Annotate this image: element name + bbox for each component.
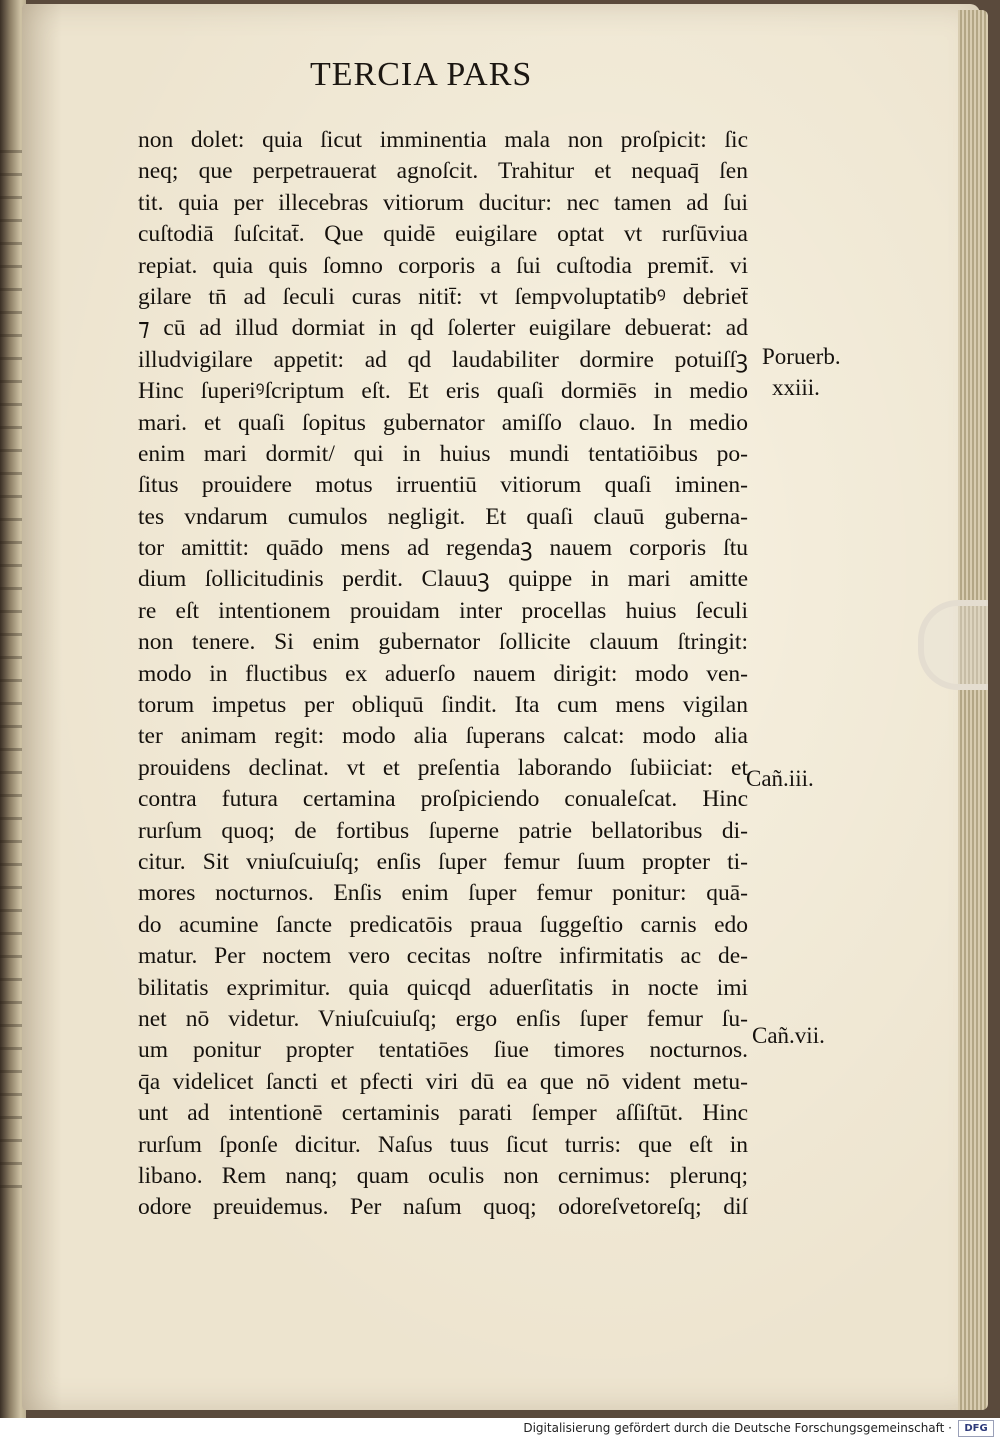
text-line: mari. et quaſi ſopitus gubernator amiſſo clauo. In medio [138,409,748,436]
text-line: matur. Per noctem vero cecitas noſtre infirmitatis ac de- [138,943,748,970]
text-line: odore preuidemus. Per naſum quoq; odoreſvetoreſq; diſ [138,1194,748,1221]
text-line: ſitus prouidere motus irruentiū vitiorum quaſi iminen- [138,472,748,499]
text-line: net nō videtur. Vniuſcuiuſq; ergo enſis ſuper femur ſu- [138,1005,748,1032]
text-line: tes vndarum cumulos negligit. Et quaſi clauū guberna- [138,503,748,530]
text-line: libano. Rem nanq; quam oculis non cernimus: plerunq; [138,1162,748,1189]
marginal-note-canticles-3: Cañ.iii. [746,766,814,791]
text-line: ter animam regit: modo alia ſuperans calcat: modo alia [138,723,748,750]
text-line: ⁊ cū ad illud dormiat in qd ſolerter euigilare debuerat: ad [138,315,748,342]
text-line: neq; que perpetrauerat agnoſcit. Trahitur et nequaq̄ ſen [138,158,748,185]
text-line: contra futura certamina proſpiciendo conualeſcat. Hinc [138,786,748,813]
text-line: prouidens declinat. vt et preſentia laborando ſubiiciat: et [138,754,748,781]
text-line: cuſtodiā ſuſcitat̄. Que quidē euigilare optat vt rurſūviua [138,221,748,248]
text-line: citur. Sit vniuſcuiuſq; enſis ſuper femur ſuum propter ti- [138,848,748,875]
funding-notice: Digitalisierung gefördert durch die Deutsche Forschungsgemeinschaft · [523,1421,952,1435]
text-line: torum impetus per obliquū ſindit. Ita cum mens vigilan [138,692,748,719]
text-line: re eſt intentionem prouidam inter procellas huius ſeculi [138,597,748,624]
text-line: do acumine ſancte predicatōis praua ſuggeſtio carnis edo [138,911,748,938]
text-line: non dolet: quia ſicut imminentia mala non proſpicit: ſic [138,127,748,153]
facing-page-text-fragments [0,150,24,1200]
text-line: rurſum quoq; de fortibus ſuperne patrie bellatoribus di- [138,817,748,844]
text-line: mores nocturnos. Enſis enim ſuper femur ponitur: quā- [138,880,748,907]
marginal-note-proverbs: Poruerb. [762,344,841,369]
marginal-note-proverbs-chapter: xxiii. [772,375,820,400]
text-line: illudvigilare appetit: ad qd laudabiliter dormire potuiſſꝫ [138,346,748,373]
text-line: um ponitur propter tentatiōes ſiue timores nocturnos. [138,1037,748,1064]
running-head: TERCIA PARS [310,56,533,93]
text-line: non tenere. Si enim gubernator ſollicite clauum ſtringit: [138,629,748,656]
text-line: Hinc ſuperiꝰſcriptum eſt. Et eris quaſi dormiēs in medio [138,378,748,405]
footer-bar [0,1418,1000,1440]
text-line: q̄a videlicet ſancti et pfecti viri dū ea que nō vident metu- [138,1068,748,1095]
text-line: unt ad intentionē certaminis parati ſemper aſſiſtūt. Hinc [138,1100,748,1127]
page-edges [958,10,988,1410]
text-line: rurſum ſponſe dicitur. Naſus tuus ſicut turris: que eſt in [138,1131,748,1158]
marginal-note-canticles-7: Cañ.vii. [752,1023,825,1048]
text-line: bilitatis exprimitur. quia quicqd aduerſitatis in nocte imi [138,974,748,1001]
text-line: tor amittit: quādo mens ad regendaꝫ nauem corporis ſtu [138,535,748,562]
text-line: dium ſollicitudinis perdit. Clauuꝫ quippe in mari amitte [138,566,748,593]
text-line: modo in fluctibus ex aduerſo nauem dirigit: modo ven- [138,660,748,687]
body-text [138,125,748,1224]
text-line: enim mari dormit/ qui in huius mundi tentatiōibus po- [138,440,748,467]
text-line: tit. quia per illecebras vitiorum ducitur: nec tamen ad ſui [138,189,748,216]
text-line: repiat. quia quis ſomno corporis a ſui cuſtodia premit̄. vi [138,252,748,279]
dfg-logo: DFG [958,1420,994,1437]
text-line: gilare tn̄ ad ſeculi curas nitit̄: vt ſempvoluptatibꝰ debriet̄ [138,283,748,310]
page-clip [918,600,988,690]
